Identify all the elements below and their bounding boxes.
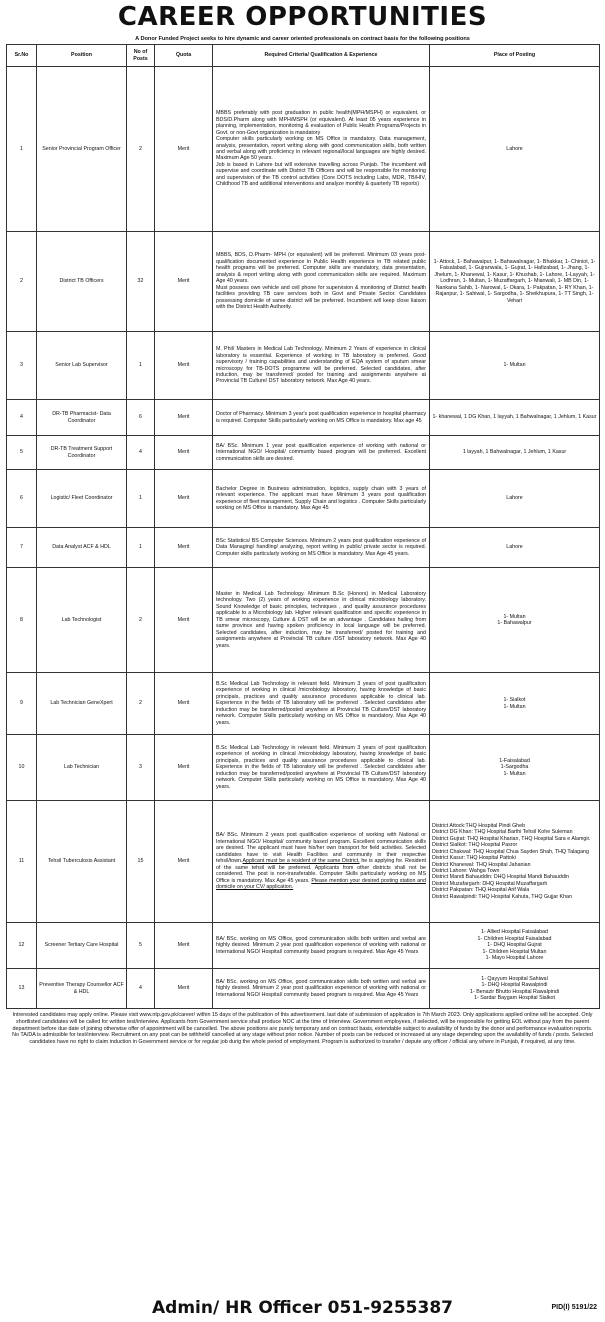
cell-criteria	[213, 673, 430, 735]
cell-place	[430, 332, 600, 400]
table-row	[7, 735, 600, 801]
table-row	[7, 673, 600, 735]
cell-position: Data Analyst ACF & HDL	[37, 528, 127, 568]
cell-quota: Merit	[155, 67, 213, 232]
table-row	[7, 923, 600, 969]
criteria-paragraph: Doctor of Pharmacy. Minimum 3 year's post qualification experience in hospital pharmacy is required. Computer Skills particularly working on MS Office is mandatory. Max age 45	[216, 411, 426, 424]
criteria-paragraph: B.Sc Medical Lab Technology in relevant field. Minimum 3 years of post qualification experience of working in clinical /microbiology laboratory, having knowledge of basic principals, practices and quality assurance procedures applicable to clinical lab. Experience in the fields of TB laboratory will be preferred . Selected candidates after induction may be transferred/posted anywhere at Provincial TB Culture/DST laboratory network. Computer Skills particularly working on MS Office is mandatory. Max Age 40 years.	[216, 680, 426, 726]
intro-text: A Donor Funded Project seeks to hire dynamic and career oriented professionals on contract basis for the following positions	[135, 36, 470, 42]
posting-location: 1-Sargodha	[500, 764, 529, 771]
criteria-text: BA/ BSc. Minimum 2 years post qualification experience of working with National or International NGO/ Hospital/ community based program. Excellent communication skills are desired. The applicant must have his/her own transport for field activities. Selected candidates have to visit Health Facilities and community in their respective tehsil/town.	[216, 832, 426, 865]
posting-location: 1- Sardar Baygam Hospital Sialkot	[474, 994, 555, 1001]
posting-location: 1- DHQ Hospital Gujrat	[487, 942, 542, 949]
cell-position: Senior Lab Supervisor	[37, 332, 127, 400]
cell-position: Senior Provincial Program Officer	[37, 67, 127, 232]
cell-posts: 32	[127, 232, 155, 332]
header-quota: Quota	[155, 45, 213, 67]
posting-location: 1- khanewal, 1 DG Khan, 1 layyah, 1 Bahwalnagar, 1 Jehlum, 1 Kasur	[432, 414, 597, 421]
cell-place	[430, 470, 600, 528]
positions-table	[6, 44, 600, 1009]
cell-quota: Merit	[155, 332, 213, 400]
table-row	[7, 332, 600, 400]
criteria-paragraph: MBBS preferably with post graduation in public health(MPH/MSPH) or equivalent. or BDS/D.Pharm along with MPH/MSPH (or equivalent). At least 05 years experience in planning, implementation, monitoring & evaluation of Public Health Programs/Projects in Govt. or non-Govt organization is mandatory	[216, 110, 426, 136]
cell-quota: Merit	[155, 470, 213, 528]
cell-place	[430, 436, 600, 470]
cell-criteria	[213, 735, 430, 801]
cell-quota: Merit	[155, 568, 213, 673]
posting-location: 1- Multan	[503, 613, 526, 620]
table-row	[7, 801, 600, 923]
criteria-text: Applicant must be a resident of the same District,	[242, 858, 360, 865]
cell-place	[430, 969, 600, 1009]
title-banner	[6, 0, 599, 34]
cell-sr: 4	[7, 400, 37, 436]
criteria-paragraph: M. Phil/ Masters in Medical Lab Technology. Minimum 2 Years of experience in clinical laboratory is essential. Experience of working in TB laboratory is preferred. Good supervisory / training capabilities and understanding of EQA system of sputum smear microscopy for TB-DOTS programme will be preferred. Selected candidates, after induction, may be transferred/ posted for training and assignments anywhere at Provincial TB Culture/ DST laboratory network. Max Age 40 years.	[216, 346, 426, 385]
posting-location: District Attock:THQ Hospital Pindi Gheb	[432, 822, 526, 829]
posting-location: 1- Qayyum Hospital Sahiwal	[481, 975, 548, 982]
header-place: Place of Posting	[430, 45, 600, 67]
table-row	[7, 436, 600, 470]
cell-place	[430, 673, 600, 735]
criteria-text: he is applying for. Resident of the same tehsil will be preferred. Applicants from other districts shall not be considered. The post is non-transferable. Computer Skills particularly working on MS Office is mandatory. Max Age 45 years.	[216, 858, 426, 884]
cell-position: Logistic/ Fleet Coordinator	[37, 470, 127, 528]
cell-sr: 8	[7, 568, 37, 673]
posting-location: 1- Multan	[503, 770, 526, 777]
cell-place	[430, 528, 600, 568]
posting-location: 1- Attock, 1- Bahawalpur, 1- Bahawalnagar, 1- Bhakkar, 1- Chiniot, 1- Faisalabad, 1- Gujranwala, 1- Gujrat, 1- Hafizabad, 1- Jhang, 1- Jhelum, 1- Khanewal, 1- Kasur, 1- Khushab, 1- Lahore, 1-Layyah, 1- Lodhran, 1- Multan, 1- Muzaffargarh, 1- Mianwali, 1- MB Din, 1- Nankana Sahib, 1- Narowal, 1- Okara, 1- Pakpatan, 1- RY Khan, 1- Rajanpur, 1- Sahiwal, 1- Sargodha, 1- Sheikhupura, 1- TT Singh, 1- Vehari	[433, 258, 596, 304]
cell-posts: 4	[127, 969, 155, 1009]
criteria-paragraph: Bachelor Degree in Business administration, logistics, supply chain with 3 years of relevant experience. The applicant must have Minimum 3 years post qualification experience of fleet management, Supply Chain and logistics . Computer Skills particularly working on MS Office is mandatory. Max Age 45	[216, 485, 426, 511]
cell-criteria	[213, 67, 430, 232]
criteria-paragraph: Job is based in Lahore but will extensive travelling across Punjab. The incumbent will supervise and coordinate with District TB Officers and will be responsible for monitoring and supervision of the TB control activities (Core DOTS including Labs, MDR, TB/HIV, Childhood TB and additional interventions and analyze monthly & quarterly TB reports)	[216, 161, 426, 188]
cell-quota: Merit	[155, 436, 213, 470]
cell-place	[430, 801, 600, 923]
posting-location: Lahore	[506, 145, 523, 152]
posting-location: 1- Multan	[503, 703, 526, 710]
posting-location: 1- DHQ Hospital Rawalpindi	[481, 982, 548, 989]
cell-position: Lab Technician	[37, 735, 127, 801]
cell-position: Lab Technician GeneXpert	[37, 673, 127, 735]
page-title: CAREER OPPORTUNITIES	[117, 2, 488, 32]
cell-sr: 13	[7, 969, 37, 1009]
cell-position: Screener Tertiary Care Hospital	[37, 923, 127, 969]
table-row	[7, 568, 600, 673]
cell-quota: Merit	[155, 969, 213, 1009]
header-posts: No of Posts	[127, 45, 155, 67]
cell-posts: 2	[127, 568, 155, 673]
criteria-paragraph: BSc Statistics/ BS Computer Sciences. Minimum 2 years post qualification experience of Data Managing/ handling/ analyzing, report writing in public/ private sector is required. Computer skills particularly working on MS Office is mandatory. Max Age 45 years.	[216, 537, 426, 557]
criteria-paragraph: MBBS, BDS, D.Pharm- MPH (or equivalent) will be preferred. Minimum 03 years post-qualification documented experience in Public Health experience in TB related public health programs will be preferred. Computer skills are mandatory, data presentation, analysis & report writing along with good communication skills are required. Maximum Age 40 years.	[216, 252, 426, 285]
posting-location: Lahore	[506, 495, 523, 502]
pid-number: PID(I) 5191/22	[551, 1304, 597, 1311]
cell-criteria	[213, 801, 430, 923]
cell-criteria	[213, 528, 430, 568]
cell-quota: Merit	[155, 923, 213, 969]
posting-location: 1- Sialkot	[503, 697, 526, 704]
posting-location: Lahore	[506, 544, 523, 551]
table-row	[7, 470, 600, 528]
posting-location: District Kasur: THQ Hospital Pattoki	[432, 855, 516, 862]
posting-location: District Chakwal: THQ Hospital Chua Sayden Shah, THQ Talagang	[432, 848, 589, 855]
header-criteria: Required Criteria/ Qualification & Experience	[213, 45, 430, 67]
criteria-paragraph: Master in Medical Lab Technology. Minimum B.Sc (Honors) in Medical Laboratory technology. Two (2) years of working experience in clinical microbiology laboratory. Sound Knowledge of basic principles, techniques , and quality assurance procedures applicable to a Microbiology lab. Higher relevant qualification and specific experience in TB smear microscopy, Culture & DST will be an advantage . Candidates hailing from same province and having spoken proficiency in local language will be preferred. Selected candidates, after induction, may be transferred/ posted for training and assignments anywhere at Provincial TB culture /DST laboratory network. Max Age 40 years.	[216, 590, 426, 649]
criteria-paragraph: B.Sc Medical Lab Technology in relevant field. Minimum 3 years of post qualification experience of working in clinical /microbiology laboratory, having knowledge of basic principals, practices and quality assurance procedures applicable to clinical lab. Experience in the fields of TB laboratory will be preferred . Selected candidates after induction may be transferred/posted anywhere at Provincial TB Culture/DST laboratory network. Computer Skills particularly working on MS Office is mandatory. Max Age 40 years.	[216, 744, 426, 790]
posting-location: 1-Faisalabad	[499, 757, 530, 764]
posting-location: District Rawalpindi: THQ Hospital Kahuta, THQ Gujjar Khan	[432, 893, 572, 900]
header-sr: Sr.No	[7, 45, 37, 67]
criteria-text: Please mention your desired posting station and domicile on your CV/ application.	[216, 877, 426, 891]
cell-place	[430, 735, 600, 801]
cell-sr: 5	[7, 436, 37, 470]
cell-place	[430, 568, 600, 673]
cell-quota: Merit	[155, 735, 213, 801]
cell-sr: 1	[7, 67, 37, 232]
cell-posts: 15	[127, 801, 155, 923]
header-position: Position	[37, 45, 127, 67]
criteria-paragraph: BA/ BSc. Minimum 1 year post qualification experience of working with national or International NGO/ Hospital/ community based program will be preferred. Excellent communication skills are desired.	[216, 442, 426, 462]
cell-sr: 2	[7, 232, 37, 332]
criteria-paragraph: BA/ BSc. working on MS Office, good communication skills both written and verbal are highly desired. Minimum 2 year post qualification experience of working with national or International NGO/ Hospital/ community based program is required. Max Age 45 Years	[216, 935, 426, 955]
cell-sr: 10	[7, 735, 37, 801]
criteria-paragraph: BA/ BSc. working on MS Office, good communication skills both written and verbal are highly desired. Minimum 2 year post qualification experience of working with national or International NGO/ Hospital/ community based program is required. Max Age 45 Years	[216, 978, 426, 998]
table-row	[7, 969, 600, 1009]
cell-sr: 7	[7, 528, 37, 568]
table-row	[7, 400, 600, 436]
cell-sr: 11	[7, 801, 37, 923]
cell-posts: 1	[127, 332, 155, 400]
cell-sr: 9	[7, 673, 37, 735]
posting-location: District Lahore: Wahga Town	[432, 867, 500, 874]
posting-location: 1- Multan	[503, 362, 526, 369]
cell-criteria	[213, 470, 430, 528]
posting-location: District Muzafargarh: DHQ Hospital Muzaffargarh	[432, 880, 548, 887]
cell-quota: Merit	[155, 801, 213, 923]
cell-place	[430, 923, 600, 969]
posting-location: District Gujrat: THQ Hospital Kharian, THQ Hospital Sara e Alamgir.	[432, 835, 591, 842]
cell-posts: 4	[127, 436, 155, 470]
posting-location: 1- Benazir Bhutto Hospital Rawalpindi	[470, 988, 559, 995]
cell-posts: 2	[127, 673, 155, 735]
criteria-paragraph: Must possess own vehicle and cell phone for supervision & monitoring of District health facilities providing TB care services both in Govt and Private Sector. Candidates possessing domicile of same district will be preferred. Incumbent will keep close liaison with the District Health Authority.	[216, 284, 426, 311]
posting-location: 1- Allied Hospital Faisalabad	[481, 929, 548, 936]
cell-place	[430, 232, 600, 332]
table-header-row	[7, 45, 600, 67]
cell-criteria	[213, 232, 430, 332]
posting-location: 1- Children Hospital Faisalabad	[477, 935, 552, 942]
posting-location: District Mandi Bahauddin: DHQ Hospital Mandi Bahauddin	[432, 874, 569, 881]
cell-sr: 12	[7, 923, 37, 969]
criteria-paragraph: Computer skills particularly working on MS Office is mandatory. Data management, analysis, presentation, report writing along with good communication skills, both written and verbal along with proficiency in relevant regional/local languages are highly desired. Maximum Age 50 years.	[216, 136, 426, 162]
cell-position: Preventive Therapy Counsellor ACF & HDL	[37, 969, 127, 1009]
posting-location: District DG Khan: THQ Hospital Barthi Tehsil Kohe Suleman	[432, 829, 573, 836]
cell-posts: 5	[127, 923, 155, 969]
cell-position: Lab Technologist	[37, 568, 127, 673]
cell-posts: 3	[127, 735, 155, 801]
table-row	[7, 528, 600, 568]
cell-sr: 3	[7, 332, 37, 400]
cell-posts: 6	[127, 400, 155, 436]
cell-place	[430, 400, 600, 436]
cell-sr: 6	[7, 470, 37, 528]
cell-posts: 1	[127, 528, 155, 568]
cell-position: DR-TB Pharmacist- Data Coordinator	[37, 400, 127, 436]
cell-quota: Merit	[155, 400, 213, 436]
posting-location: 1- Bahawalpur	[497, 620, 532, 626]
cell-posts: 1	[127, 470, 155, 528]
footer	[0, 1298, 605, 1320]
cell-criteria	[213, 568, 430, 673]
cell-position: District TB Officers	[37, 232, 127, 332]
cell-place	[430, 67, 600, 232]
application-instructions: Intrerested candidates may apply online. Please visit www.ntp.gov.pk/career/ within 15 days of the publication of this advertisement. last date of submission of application is 7th March 2023. Only applications applied online will be accepted. Only shortlisted candidates will be called for written test/interview. Applicants from Government service shall produce NOC at the time of Interview. Government employees, if selected, will be responsible for getting EOL without pay from the parent department before due date of joining otherwise offer of appointment will be cancelled. The above positions are purely temporary and on contract basis, extendable subject to availability of funds by the donor and performance evaluation reports. No TA/DA is admissible for test/interview. Recruitment on any post can be withheld/ cancelled at any stage without prior notice. Number of posts can be reduced or increased at any stage depending upon the availability of funds / posts. Selected candidates have no right to claim induction in Government service or for regular job durig the whole period of employment. Program is authorized to transfer / depute any officer / official any where in Punjab, if required, at any time.	[12, 1012, 593, 1045]
posting-location: District Pakpatan: THQ Hospital Arif Wala	[432, 887, 530, 894]
cell-position: Tehsil Tuberculosis Assistant	[37, 801, 127, 923]
posting-location: District Sialkot: THQ Hospital Pasror	[432, 842, 518, 849]
cell-quota: Merit	[155, 232, 213, 332]
cell-criteria	[213, 969, 430, 1009]
table-row	[7, 67, 600, 232]
posting-location: 1- Mayo Hospital Lahore	[485, 955, 544, 962]
cell-position: DR-TB Treatment Support Coordinator	[37, 436, 127, 470]
posting-location: District Khanewal: THQ Hospital Jahanian	[432, 861, 531, 868]
posting-location: 1 layyah, 1 Bahwalnagar, 1 Jehlum, 1 Kasur	[462, 449, 567, 456]
cell-criteria	[213, 923, 430, 969]
cell-quota: Merit	[155, 528, 213, 568]
cell-posts: 2	[127, 67, 155, 232]
cell-quota: Merit	[155, 673, 213, 735]
contact-line: Admin/ HR Officer 051-9255387	[152, 1298, 453, 1318]
posting-location: 1- Children Hospital Multan	[482, 948, 547, 955]
table-row	[7, 232, 600, 332]
cell-criteria	[213, 400, 430, 436]
cell-criteria	[213, 332, 430, 400]
cell-criteria	[213, 436, 430, 470]
